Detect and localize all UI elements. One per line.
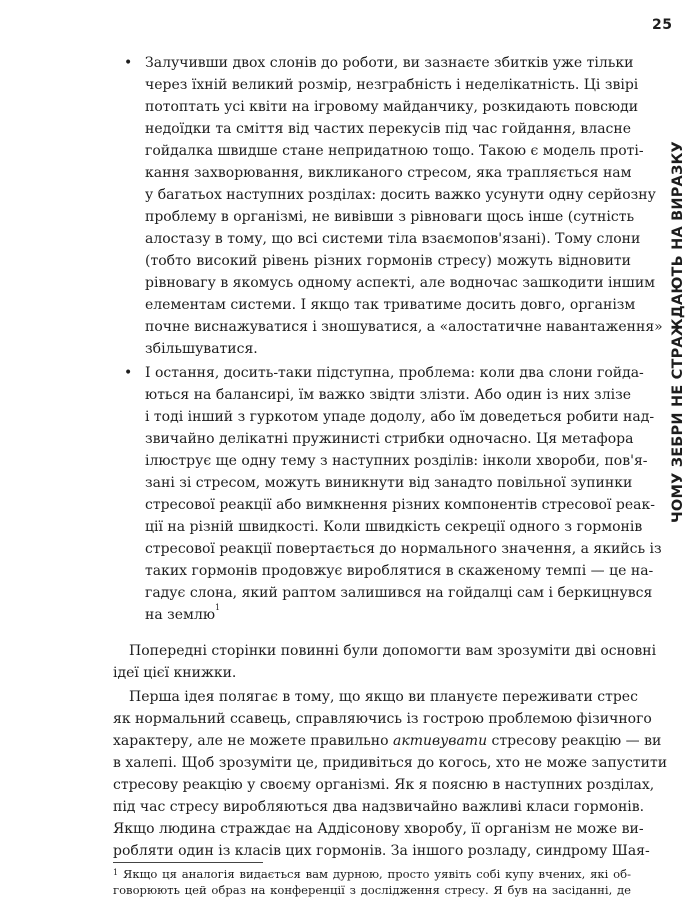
text-line: таких гормонів продовжує вироблятися в скаженому темпі — це на- (145, 563, 654, 579)
text-fragment: характеру, але не можете правильно (113, 733, 389, 749)
text-line: почне виснажуватися і зношуватися, а «алостатичне навантаження» (145, 319, 663, 335)
text-line: рівновагу в якомусь одному аспекті, але водночас зашкодити іншим (145, 275, 656, 291)
bullet-marker: • (124, 55, 133, 71)
text-line: і тоді інший з гуркотом упаде додолу, або їм доведеться робити над- (145, 409, 655, 425)
text-line: під час стресу виробляються два надзвичайно важливі класи гормонів. (113, 799, 645, 815)
text-line: алостазу в тому, що всі системи тіла взаємопов'язані). Тому слони (145, 231, 641, 247)
text-line: ються на балансирі, їм важко звідти злізти. Або один із них злізе (145, 387, 631, 403)
text-line: звичайно делікатні пружинисті стрибки одночасно. Ця метафора (145, 431, 634, 447)
text-line: недоїдки та сміття від частих перекусів під час гойдання, власне (145, 121, 631, 137)
text-line: потоптать усі квіти на ігровому майданчику, розкидають повсюди (145, 99, 639, 115)
text-line: Перша ідея полягає в тому, що якщо ви плануєте переживати стрес (129, 689, 638, 705)
text-line: стресової реакції або вимкнення різних компонентів стресової реак- (145, 497, 655, 513)
text-line: Якщо людина страждає на Аддісонову хворобу, її організм не може ви- (113, 821, 644, 837)
text-line: кання захворювання, викликаного стресом, яка трапляється нам (145, 165, 632, 181)
text-line: як нормальний ссавець, справляючись із гострою проблемою фізичного (113, 711, 652, 727)
footnote-line: говорюють цей образ на конференції з дослідження стресу. Я був на засіданні, де (113, 883, 631, 897)
footnote-line: Якщо ця аналогія видається вам дурною, просто уявіть собі купу вчених, які об- (123, 867, 631, 881)
text-line: елементам системи. І якщо так триватиме досить довго, організм (145, 297, 636, 313)
text-line (145, 604, 631, 626)
emphasis: активувати (393, 733, 488, 749)
footnote-reference: 1 (215, 603, 221, 612)
text-line: І остання, досить-таки підступна, проблема: коли два слони гойда- (145, 365, 644, 381)
text-line: ції на різній швидкості. Коли швидкість секреції одного з гормонів (145, 519, 643, 535)
text-line: у багатьох наступних розділах: досить важко усунути одну серйозну (145, 187, 656, 203)
text-fragment: на землю (145, 607, 216, 623)
footnote-mark: 1 (113, 868, 119, 877)
text-line: робляти один із класів цих гормонів. За іншого розладу, синдрому Шая- (113, 843, 650, 859)
text-line: зані зі стресом, можуть виникнути від занадто повільної зупинки (145, 475, 633, 491)
text-line: ілюструє ще одну тему з наступних розділів: інколи хвороби, пов'я- (145, 453, 648, 469)
text-line: стресової реакції повертається до нормального значення, а якийсь із (145, 541, 662, 557)
text-line (113, 730, 662, 752)
text-line: стресову реакцію у своєму організмі. Як я поясню в наступних розділах, (113, 777, 655, 793)
page-number: 25 (652, 17, 673, 33)
text-line: гойдалка швидше стане непридатною тощо. Такою є модель проті- (145, 143, 644, 159)
text-fragment: стресову реакцію — ви (487, 733, 662, 749)
footnote-divider (113, 862, 263, 863)
text-line: гадує слона, який раптом залишився на гойдалці сам і беркицнувся (145, 585, 653, 601)
text-line: проблему в організмі, не вивівши з рівноваги щось інше (сутність (145, 209, 635, 225)
text-line: (тобто високий рівень різних гормонів стресу) можуть відновити (145, 253, 631, 269)
running-title: ЧОМУ ЗЕБРИ НЕ СТРАЖДАЮТЬ НА ВИРАЗКУ (670, 141, 686, 523)
text-line: через їхній великий розмір, незграбність і неделікатність. Ці звірі (145, 77, 639, 93)
text-line: збільшуватися. (145, 341, 258, 357)
bullet-marker: • (124, 365, 133, 381)
text-line: Залучивши двох слонів до роботи, ви зазнаєте збитків уже тільки (145, 55, 634, 71)
text-line: ідеї цієї книжки. (113, 665, 237, 681)
text-line: Попередні сторінки повинні були допомогти вам зрозуміти дві основні (129, 643, 657, 659)
text-line: в халепі. Щоб зрозуміти це, придивіться до когось, хто не може запустити (113, 755, 668, 771)
